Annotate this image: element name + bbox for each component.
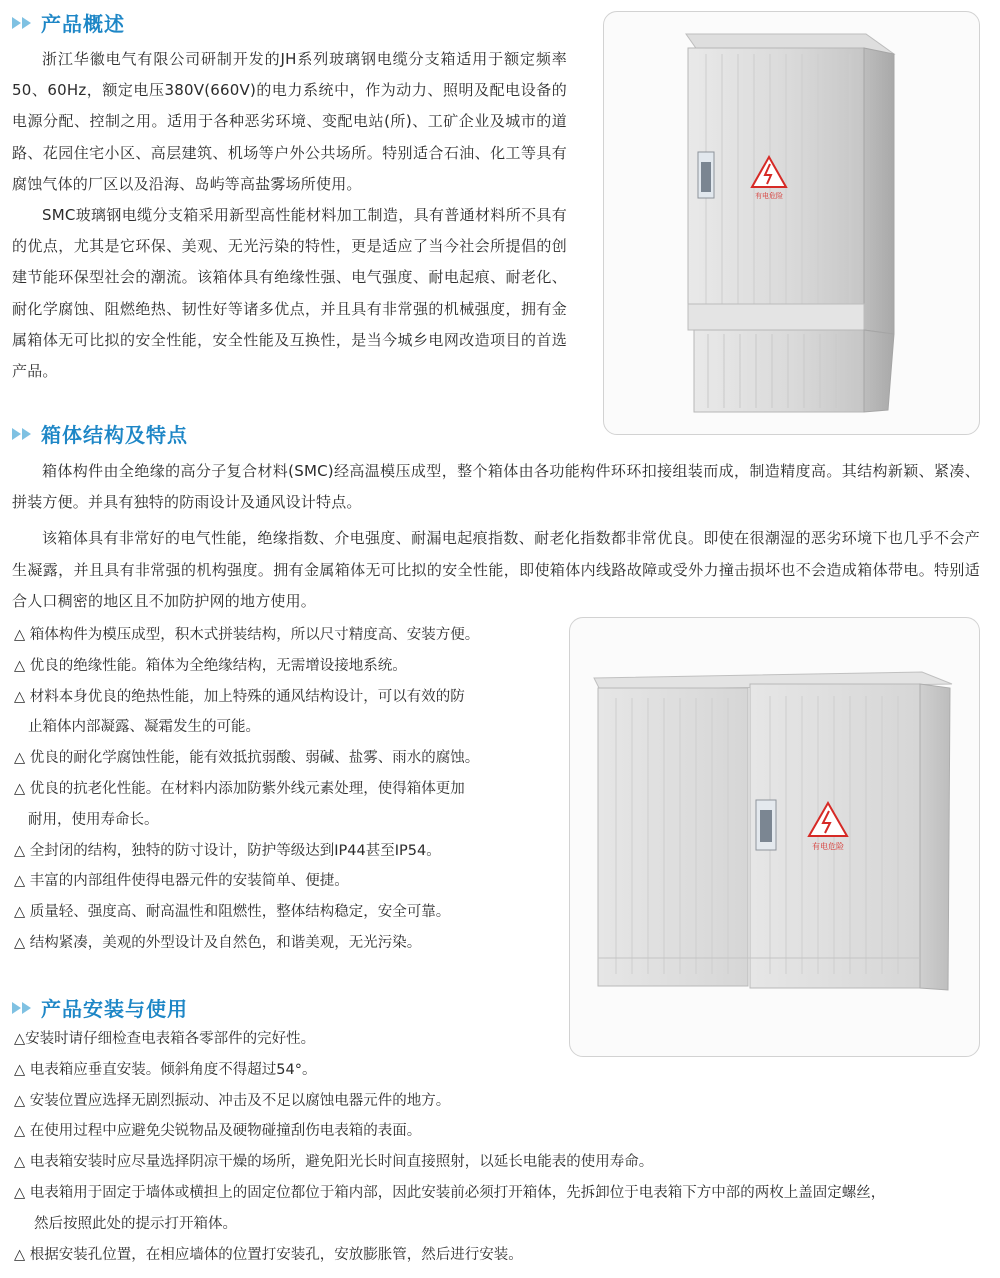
structure-text	[12, 456, 980, 617]
cabinet-image-double	[569, 617, 980, 1057]
overview-paragraph-1: 浙江华徽电气有限公司研制开发的JH系列玻璃钢电缆分支箱适用于额定频率50、60Hz，额定电压380V(660V)的电力系统中，作为动力、照明及配电设备的电源分配、控制之用。适用于各种恶劣环境、变配电站(所)、工矿企业及城市的道路、花园住宅小区、高层建筑、机场等户外公共场所。特别适合石油、化工等具有腐蚀气体的厂区以及沿海、岛屿等高盐雾场所使用。	[12, 50, 567, 193]
list-item: 耐用，使用寿命长。	[28, 811, 159, 828]
section-title: 箱体结构及特点	[41, 423, 188, 447]
section-heading-overview	[12, 8, 125, 37]
cabinet-image-single	[603, 11, 980, 435]
list-item: △ 电表箱应垂直安装。倾斜角度不得超过54°。	[14, 1061, 317, 1078]
list-item: △ 优良的抗老化性能。在材料内添加防紫外线元素处理，使得箱体更加	[14, 780, 465, 797]
list-item: △ 在使用过程中应避免尖锐物品及硬物碰撞刮伤电表箱的表面。	[14, 1123, 422, 1140]
structure-paragraph-1: 箱体构件由全绝缘的高分子复合材料(SMC)经高温模压成型，整个箱体由各功能构件环环扣接组装而成，制造精度高。其结构新颖、紧凑、拼装方便。并具有独特的防雨设计及通风设计特点。	[12, 462, 980, 512]
list-item: △ 结构紧凑，美观的外型设计及自然色，和谐美观，无光污染。	[14, 934, 422, 951]
double-arrow-icon	[12, 1002, 31, 1014]
install-list	[14, 1024, 989, 1270]
list-item: △ 全封闭的结构，独特的防寸设计，防护等级达到IP44甚至IP54。	[14, 842, 441, 859]
structure-paragraph-2: 该箱体具有非常好的电气性能，绝缘指数、介电强度、耐漏电起痕指数、耐老化指数都非常优良。即使在很潮湿的恶劣环境下也几乎不会产生凝露，并且具有非常强的机构强度。拥有金属箱体无可比拟的安全性能，即使箱体内线路故障或受外力撞击损坏也不会造成箱体带电。特别适合人口稠密的地区且不加防护网的地方使用。	[12, 529, 980, 610]
list-item: △ 优良的耐化学腐蚀性能，能有效抵抗弱酸、弱碱、盐雾、雨水的腐蚀。	[14, 750, 480, 767]
list-item: △ 箱体构件为模压成型，积木式拼装结构，所以尺寸精度高、安装方便。	[14, 627, 480, 643]
list-item: △ 电表箱用于固定于墙体或横担上的固定位都位于箱内部，因此安装前必须打开箱体，先拆卸位于电表箱下方中部的两枚上盖固定螺丝，	[14, 1184, 886, 1201]
overview-text	[12, 44, 567, 387]
list-item: △ 根据安装孔位置，在相应墙体的位置打安装孔，安放膨胀管，然后进行安装。	[14, 1246, 523, 1263]
feature-list	[14, 620, 559, 959]
warning-label: 有电危险	[755, 192, 783, 200]
warning-label: 有电危险	[812, 842, 844, 851]
list-item: △ 安装位置应选择无剧烈振动、冲击及不足以腐蚀电器元件的地方。	[14, 1092, 451, 1109]
list-item: △ 质量轻、强度高、耐高温性和阻燃性，整体结构稳定，安全可靠。	[14, 904, 451, 921]
section-heading-structure	[12, 419, 188, 448]
section-title: 产品概述	[41, 12, 125, 36]
list-item: △ 材料本身优良的绝热性能，加上特殊的通风结构设计，可以有效的防	[14, 688, 465, 705]
section-heading-install	[12, 993, 188, 1022]
list-item: △ 丰富的内部组件使得电器元件的安装简单、便捷。	[14, 873, 349, 890]
list-item: △ 电表箱安装时应尽量选择阴凉干燥的场所，避免阳光长时间直接照射，以延长电能表的使用寿命。	[14, 1154, 654, 1171]
list-item: 然后按照此处的提示打开箱体。	[34, 1215, 237, 1232]
overview-paragraph-2: SMC玻璃钢电缆分支箱采用新型高性能材料加工制造，具有普通材料所不具有的优点，尤其是它环保、美观、无光污染的特性，更是适应了当今社会所提倡的创建节能环保型社会的潮流。该箱体具有绝缘性强、电气强度、耐电起痕、耐老化、耐化学腐蚀、阻燃绝热、韧性好等诸多优点，并且具有非常强的机械强度，拥有金属箱体无可比拟的安全性能，安全性能及互换性，是当今城乡电网改造项目的首选产品。	[12, 206, 567, 381]
double-arrow-icon	[12, 17, 31, 29]
list-item: △安装时请仔细检查电表箱各零部件的完好性。	[14, 1031, 316, 1047]
list-item: 止箱体内部凝露、凝霜发生的可能。	[28, 719, 260, 736]
double-arrow-icon	[12, 428, 31, 440]
list-item: △ 优良的绝缘性能。箱体为全绝缘结构，无需增设接地系统。	[14, 657, 407, 674]
section-title: 产品安装与使用	[41, 997, 188, 1021]
